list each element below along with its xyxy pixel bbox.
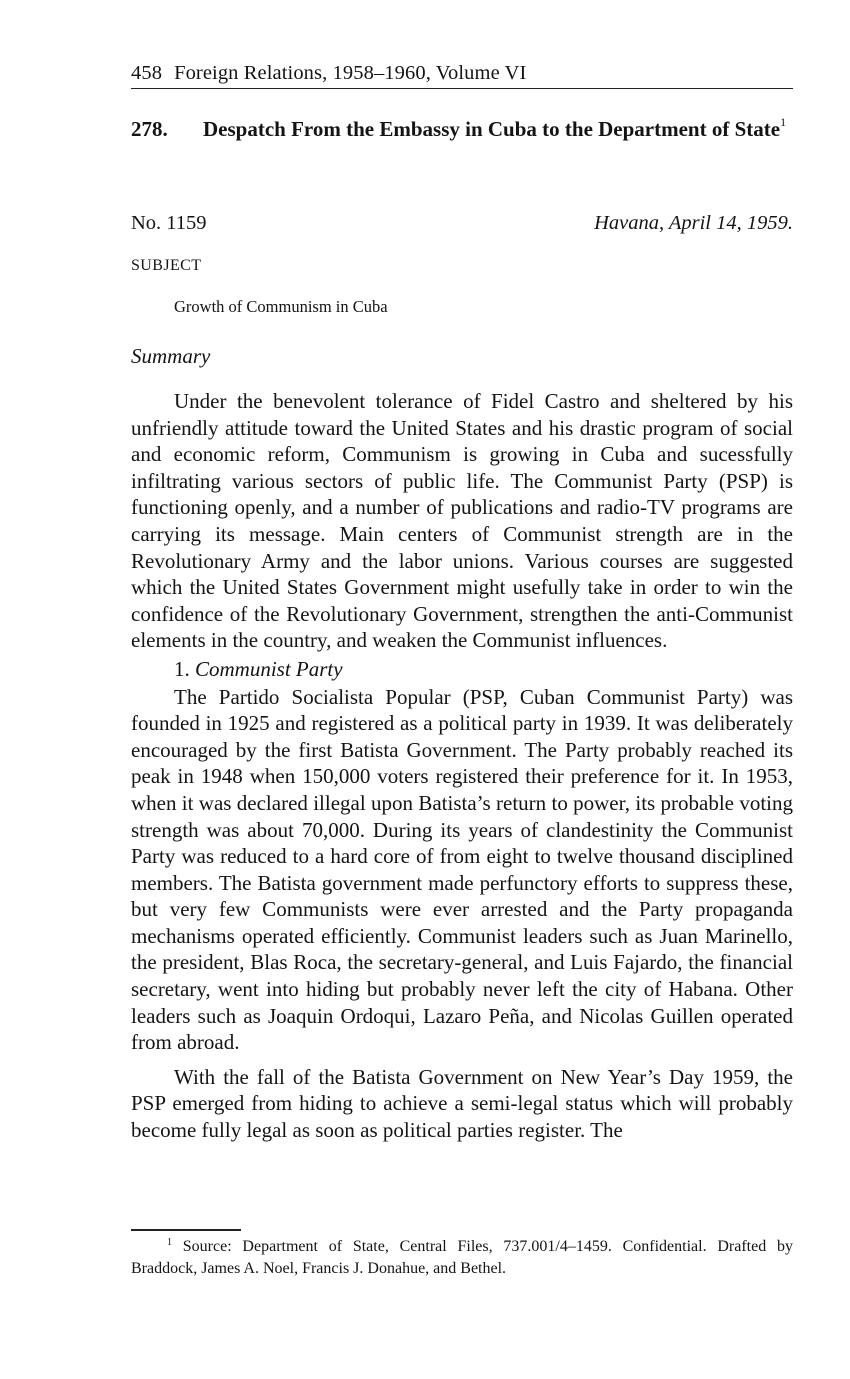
footnote-divider — [131, 1229, 241, 1231]
despatch-number: No. 1159 — [131, 212, 207, 234]
running-head — [131, 60, 793, 89]
body-text — [131, 388, 793, 1144]
title-footnote-marker[interactable]: 1 — [780, 115, 787, 129]
footnote — [131, 1236, 793, 1280]
footnote-text: Source: Department of State, Central Files, 737.001/4–1459. Confidential. Drafted by Braddock, James A. Noel, Francis J. Donahue, and Bethel. — [131, 1238, 794, 1277]
subject-text: Growth of Communism in Cuba — [174, 297, 388, 316]
summary-paragraph: Under the benevolent tolerance of Fidel Castro and sheltered by his unfriendly attitude toward the United States and his drastic program of social and economic reform, Communism is growing in Cuba and sucessfully infiltrating various sectors of public life. The Communist Party (PSP) is functioning openly, and a number of publications and radio-TV programs are carrying its message. Main centers of Communist strength are in the Revolutionary Army and the labor unions. Various courses are suggested which the United States Government might usefully take in order to win the confidence of the Revolutionary Government, strengthen the anti-Communist elements in the country, and weaken the Communist influences. — [131, 389, 793, 653]
paragraph: The Partido Socialista Popular (PSP, Cuban Communist Party) was founded in 1925 and registered as a political party in 1939. It was deliberately encouraged by the first Batista Government. The Party probably reached its peak in 1948 when 150,000 voters registered their preference for it. In 1953, when it was declared illegal upon Batista’s return to power, its probable voting strength was about 70,000. During its years of clandestinity the Communist Party was reduced to a hard core of from eight to twelve thousand disciplined members. The Batista government made perfunctory efforts to suppress these, but very few Communists were ever arrested and the Party propaganda mechanisms operated efficiently. Communist leaders such as Juan Marinello, the president, Blas Roca, the secretary-general, and Luis Fajardo, the financial secretary, went into hiding but probably never left the city of Habana. Other leaders such as Joaquin Ordoqui, Lazaro Peña, and Nicolas Guillen operated from abroad. — [131, 684, 793, 1055]
place-date: Havana, April 14, 1959. — [594, 212, 793, 234]
subject-label: SUBJECT — [131, 257, 202, 274]
footnote-marker: 1 — [167, 1237, 172, 1248]
document-title-text: Despatch From the Embassy in Cuba to the Department of State — [203, 117, 781, 141]
section-title: Communist Party — [195, 656, 343, 681]
document-number: 278. — [131, 117, 168, 141]
volume-title: Foreign Relations, 1958–1960, Volume VI — [174, 62, 527, 84]
page-number: 458 — [131, 62, 163, 84]
summary-heading: Summary — [131, 344, 211, 368]
section-number: 1. — [174, 656, 190, 681]
section-heading — [131, 656, 793, 683]
paragraph: With the fall of the Batista Government on New Year’s Day 1959, the PSP emerged from hiding to achieve a semi-legal status which will probably become fully legal as soon as political parties register. The — [131, 1064, 793, 1143]
footnote-body — [131, 1236, 793, 1280]
document-title — [203, 116, 793, 142]
